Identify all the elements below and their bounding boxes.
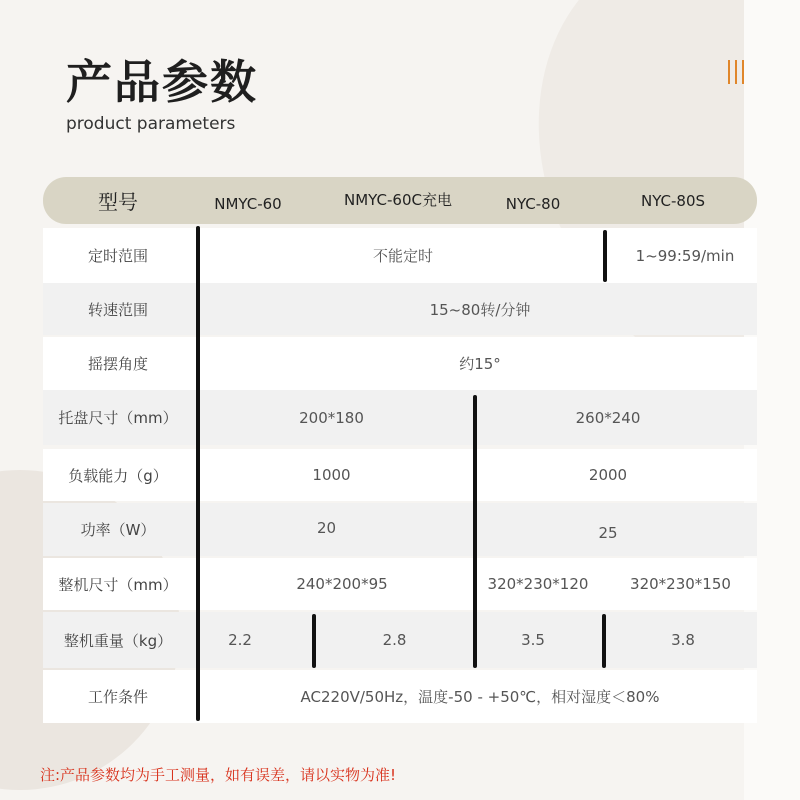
- row-value: 320*230*150: [630, 575, 731, 593]
- row-value: 3.5: [521, 631, 545, 649]
- row-label: 整机重量（kg）: [63, 631, 173, 650]
- page-title: 产品参数: [66, 55, 258, 109]
- row-label: 工作条件: [87, 688, 148, 706]
- table-header: [43, 177, 757, 224]
- row-label: 整机尺寸（mm）: [58, 575, 178, 594]
- row-value: 200*180: [299, 408, 364, 427]
- row-label: 负载能力（g）: [68, 466, 168, 485]
- row-value: 2.2: [228, 631, 252, 649]
- row-value: 20: [316, 518, 337, 537]
- row-value: 15~80转/分钟: [429, 300, 531, 319]
- header-label: 型号: [98, 190, 138, 214]
- header-model: NYC-80: [505, 194, 561, 213]
- table-row: [43, 558, 757, 610]
- row-label: 定时范围: [87, 247, 148, 265]
- footnote: 注:产品参数均为手工测量，如有误差，请以实物为准!: [40, 766, 397, 784]
- row-value: 240*200*95: [296, 575, 388, 593]
- column-divider: [602, 614, 606, 668]
- column-divider: [196, 226, 200, 721]
- row-label: 摇摆角度: [87, 355, 148, 373]
- row-value: 不能定时: [372, 247, 433, 265]
- table-row: [43, 449, 757, 501]
- row-label: 功率（W）: [80, 521, 156, 539]
- column-divider: [603, 230, 607, 282]
- row-value: 3.8: [671, 631, 695, 649]
- row-value: 1000: [312, 466, 351, 484]
- row-label: 托盘尺寸（mm）: [58, 409, 178, 427]
- header-model: NMYC-60: [214, 194, 282, 213]
- table-row: [43, 390, 757, 445]
- table-row: [43, 612, 757, 668]
- row-value: AC220V/50Hz，温度-50 - +50℃，相对湿度＜80%: [300, 688, 660, 706]
- row-value: 2000: [588, 466, 628, 484]
- row-value: 约15°: [459, 355, 501, 373]
- header-model: NMYC-60C充电: [344, 191, 452, 209]
- table-row: [43, 503, 757, 556]
- header-model: NYC-80S: [640, 191, 706, 210]
- decorative-bars-icon: [728, 60, 748, 84]
- row-value: 2.8: [382, 631, 407, 649]
- row-value: 260*240: [575, 408, 641, 427]
- column-divider: [312, 614, 316, 668]
- page-subtitle: product parameters: [66, 114, 236, 134]
- row-value: 320*230*120: [487, 575, 589, 593]
- row-value: 1~99:59/min: [635, 246, 735, 265]
- table-row: [43, 228, 757, 283]
- table-row: [43, 283, 757, 335]
- row-value: 25: [598, 523, 618, 542]
- table-row: [43, 337, 757, 390]
- column-divider: [473, 395, 477, 668]
- table-row: [43, 670, 757, 723]
- row-label: 转速范围: [87, 300, 148, 319]
